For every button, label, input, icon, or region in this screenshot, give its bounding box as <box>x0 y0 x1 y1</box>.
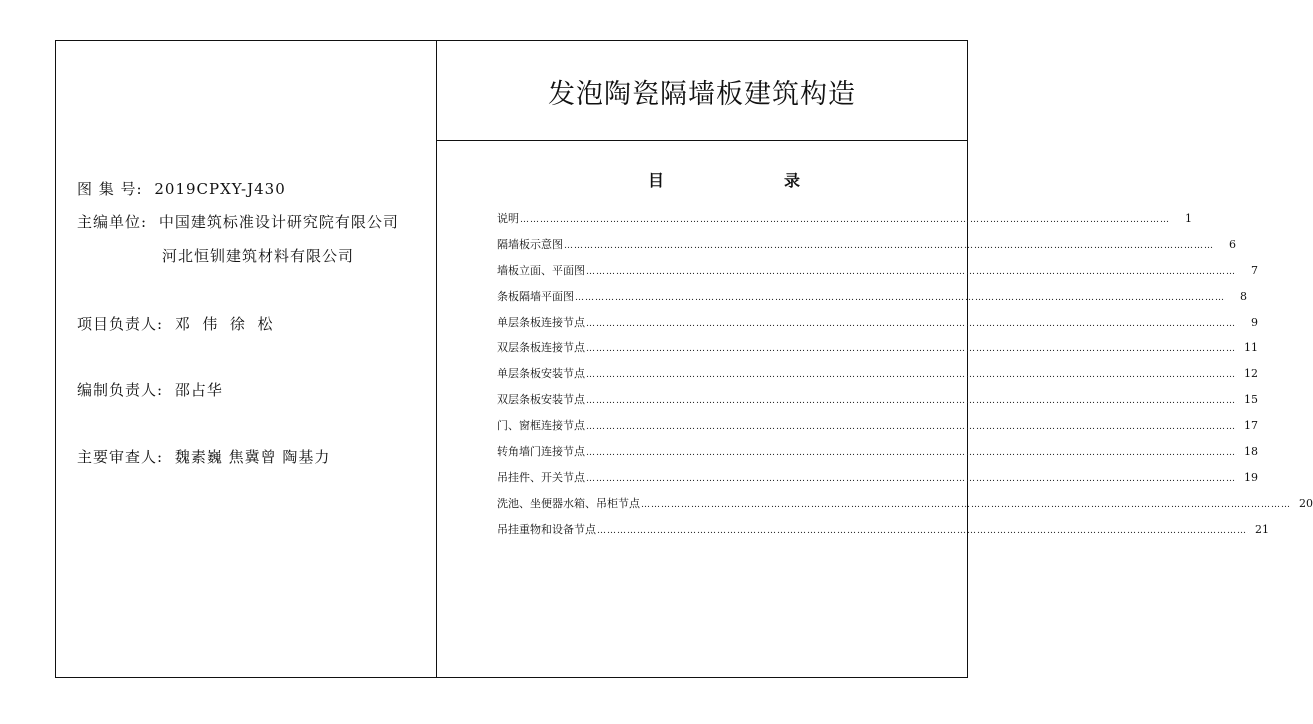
toc-heading-right: 录 <box>784 171 801 190</box>
toc-item-label: 双层条板安装节点 <box>497 393 585 407</box>
toc-item[interactable] <box>497 417 1258 443</box>
toc-item[interactable] <box>497 288 1247 314</box>
project-lead-label: 项目负责人: <box>77 315 164 333</box>
toc-item-page: 19 <box>1244 470 1258 484</box>
project-lead-value: 邓 伟 徐 松 <box>174 315 274 333</box>
toc-leader-dots: …………………………………………………………………………………………………………………………………………………………………………… <box>520 215 1170 225</box>
toc-leader-dots: …………………………………………………………………………………………………………………………………………………………………………… <box>586 266 1236 277</box>
toc-item[interactable] <box>497 443 1258 469</box>
editor-unit-line <box>77 211 399 232</box>
toc-item-page: 8 <box>1240 289 1247 303</box>
toc-leader-dots: …………………………………………………………………………………………………………………………………………………………………………… <box>586 370 1236 381</box>
toc-item-label: 墙板立面、平面图 <box>497 263 585 277</box>
atlas-number-line <box>77 178 286 199</box>
project-lead-line <box>77 313 273 334</box>
toc-heading-left: 目 <box>648 171 665 190</box>
toc-leader-dots: …………………………………………………………………………………………………………………………………………………………………………… <box>641 499 1291 510</box>
atlas-number-label: 图 集 号: <box>77 180 143 198</box>
toc-item[interactable] <box>497 365 1258 391</box>
toc-leader-dots: …………………………………………………………………………………………………………………………………………………………………………… <box>586 344 1236 355</box>
toc-item-label: 隔墙板示意图 <box>497 237 563 251</box>
toc-item[interactable] <box>497 521 1269 547</box>
toc-item[interactable] <box>497 469 1258 495</box>
toc-leader-dots: …………………………………………………………………………………………………………………………………………………………………………… <box>586 396 1236 407</box>
toc-leader-dots: …………………………………………………………………………………………………………………………………………………………………………… <box>564 240 1214 251</box>
toc-item-label: 洗池、坐便器水箱、吊柜节点 <box>497 496 640 510</box>
document-title: 发泡陶瓷隔墙板建筑构造 <box>548 79 856 110</box>
toc-item-page: 7 <box>1251 263 1258 277</box>
toc-item-label: 吊挂重物和设备节点 <box>497 522 596 536</box>
editor-unit-label: 主编单位: <box>77 213 148 231</box>
compiler-line <box>77 379 223 400</box>
toc-item-label: 条板隔墙平面图 <box>497 289 574 303</box>
toc-heading <box>436 168 968 192</box>
toc-item-page: 18 <box>1244 445 1258 459</box>
toc-item-page: 21 <box>1255 522 1269 536</box>
toc-item-label: 吊挂件、开关节点 <box>497 470 585 484</box>
toc-leader-dots: …………………………………………………………………………………………………………………………………………………………………………… <box>586 448 1236 459</box>
vertical-divider <box>436 40 437 678</box>
compiler-value: 邵占华 <box>174 381 223 399</box>
toc-leader-dots: …………………………………………………………………………………………………………………………………………………………………………… <box>575 292 1225 303</box>
toc-item-label: 单层条板连接节点 <box>497 315 585 329</box>
toc-leader-dots: …………………………………………………………………………………………………………………………………………………………………………… <box>586 473 1236 484</box>
toc-item[interactable] <box>497 391 1258 417</box>
horizontal-divider <box>436 140 968 141</box>
reviewer-label: 主要审查人: <box>77 448 164 466</box>
toc-item[interactable] <box>497 339 1258 365</box>
toc-item-page: 9 <box>1251 315 1258 329</box>
toc-item-label: 说明 <box>497 212 519 225</box>
toc-item[interactable] <box>497 210 1192 236</box>
toc-item-page: 17 <box>1244 419 1258 433</box>
toc-item-page: 11 <box>1244 341 1258 355</box>
toc-item-page: 20 <box>1299 496 1313 510</box>
toc-leader-dots: …………………………………………………………………………………………………………………………………………………………………………… <box>586 422 1236 433</box>
toc-item-label: 转角墙门连接节点 <box>497 445 585 459</box>
reviewer-value: 魏素巍 焦冀曾 陶基力 <box>174 448 331 466</box>
toc-leader-dots: …………………………………………………………………………………………………………………………………………………………………………… <box>597 525 1247 536</box>
reviewer-line <box>77 446 330 467</box>
toc-item-label: 单层条板安装节点 <box>497 367 585 381</box>
toc-item[interactable] <box>497 236 1236 262</box>
toc-item-label: 门、窗框连接节点 <box>497 419 585 433</box>
editor-unit-value-1: 中国建筑标准设计研究院有限公司 <box>158 213 399 231</box>
toc-item[interactable] <box>497 262 1258 288</box>
toc-leader-dots: …………………………………………………………………………………………………………………………………………………………………………… <box>586 318 1236 329</box>
toc-list <box>497 210 1313 547</box>
compiler-label: 编制负责人: <box>77 381 164 399</box>
toc-item-page: 12 <box>1244 367 1258 381</box>
toc-item-label: 双层条板连接节点 <box>497 341 585 355</box>
toc-item-page: 15 <box>1244 393 1258 407</box>
toc-item[interactable] <box>497 495 1313 521</box>
toc-item-page: 6 <box>1229 237 1236 251</box>
atlas-number-value: 2019CPXY-J430 <box>154 180 286 198</box>
editor-unit-value-2: 河北恒钏建筑材料有限公司 <box>162 247 355 265</box>
toc-item[interactable] <box>497 314 1258 340</box>
toc-item-page: 1 <box>1185 212 1192 225</box>
